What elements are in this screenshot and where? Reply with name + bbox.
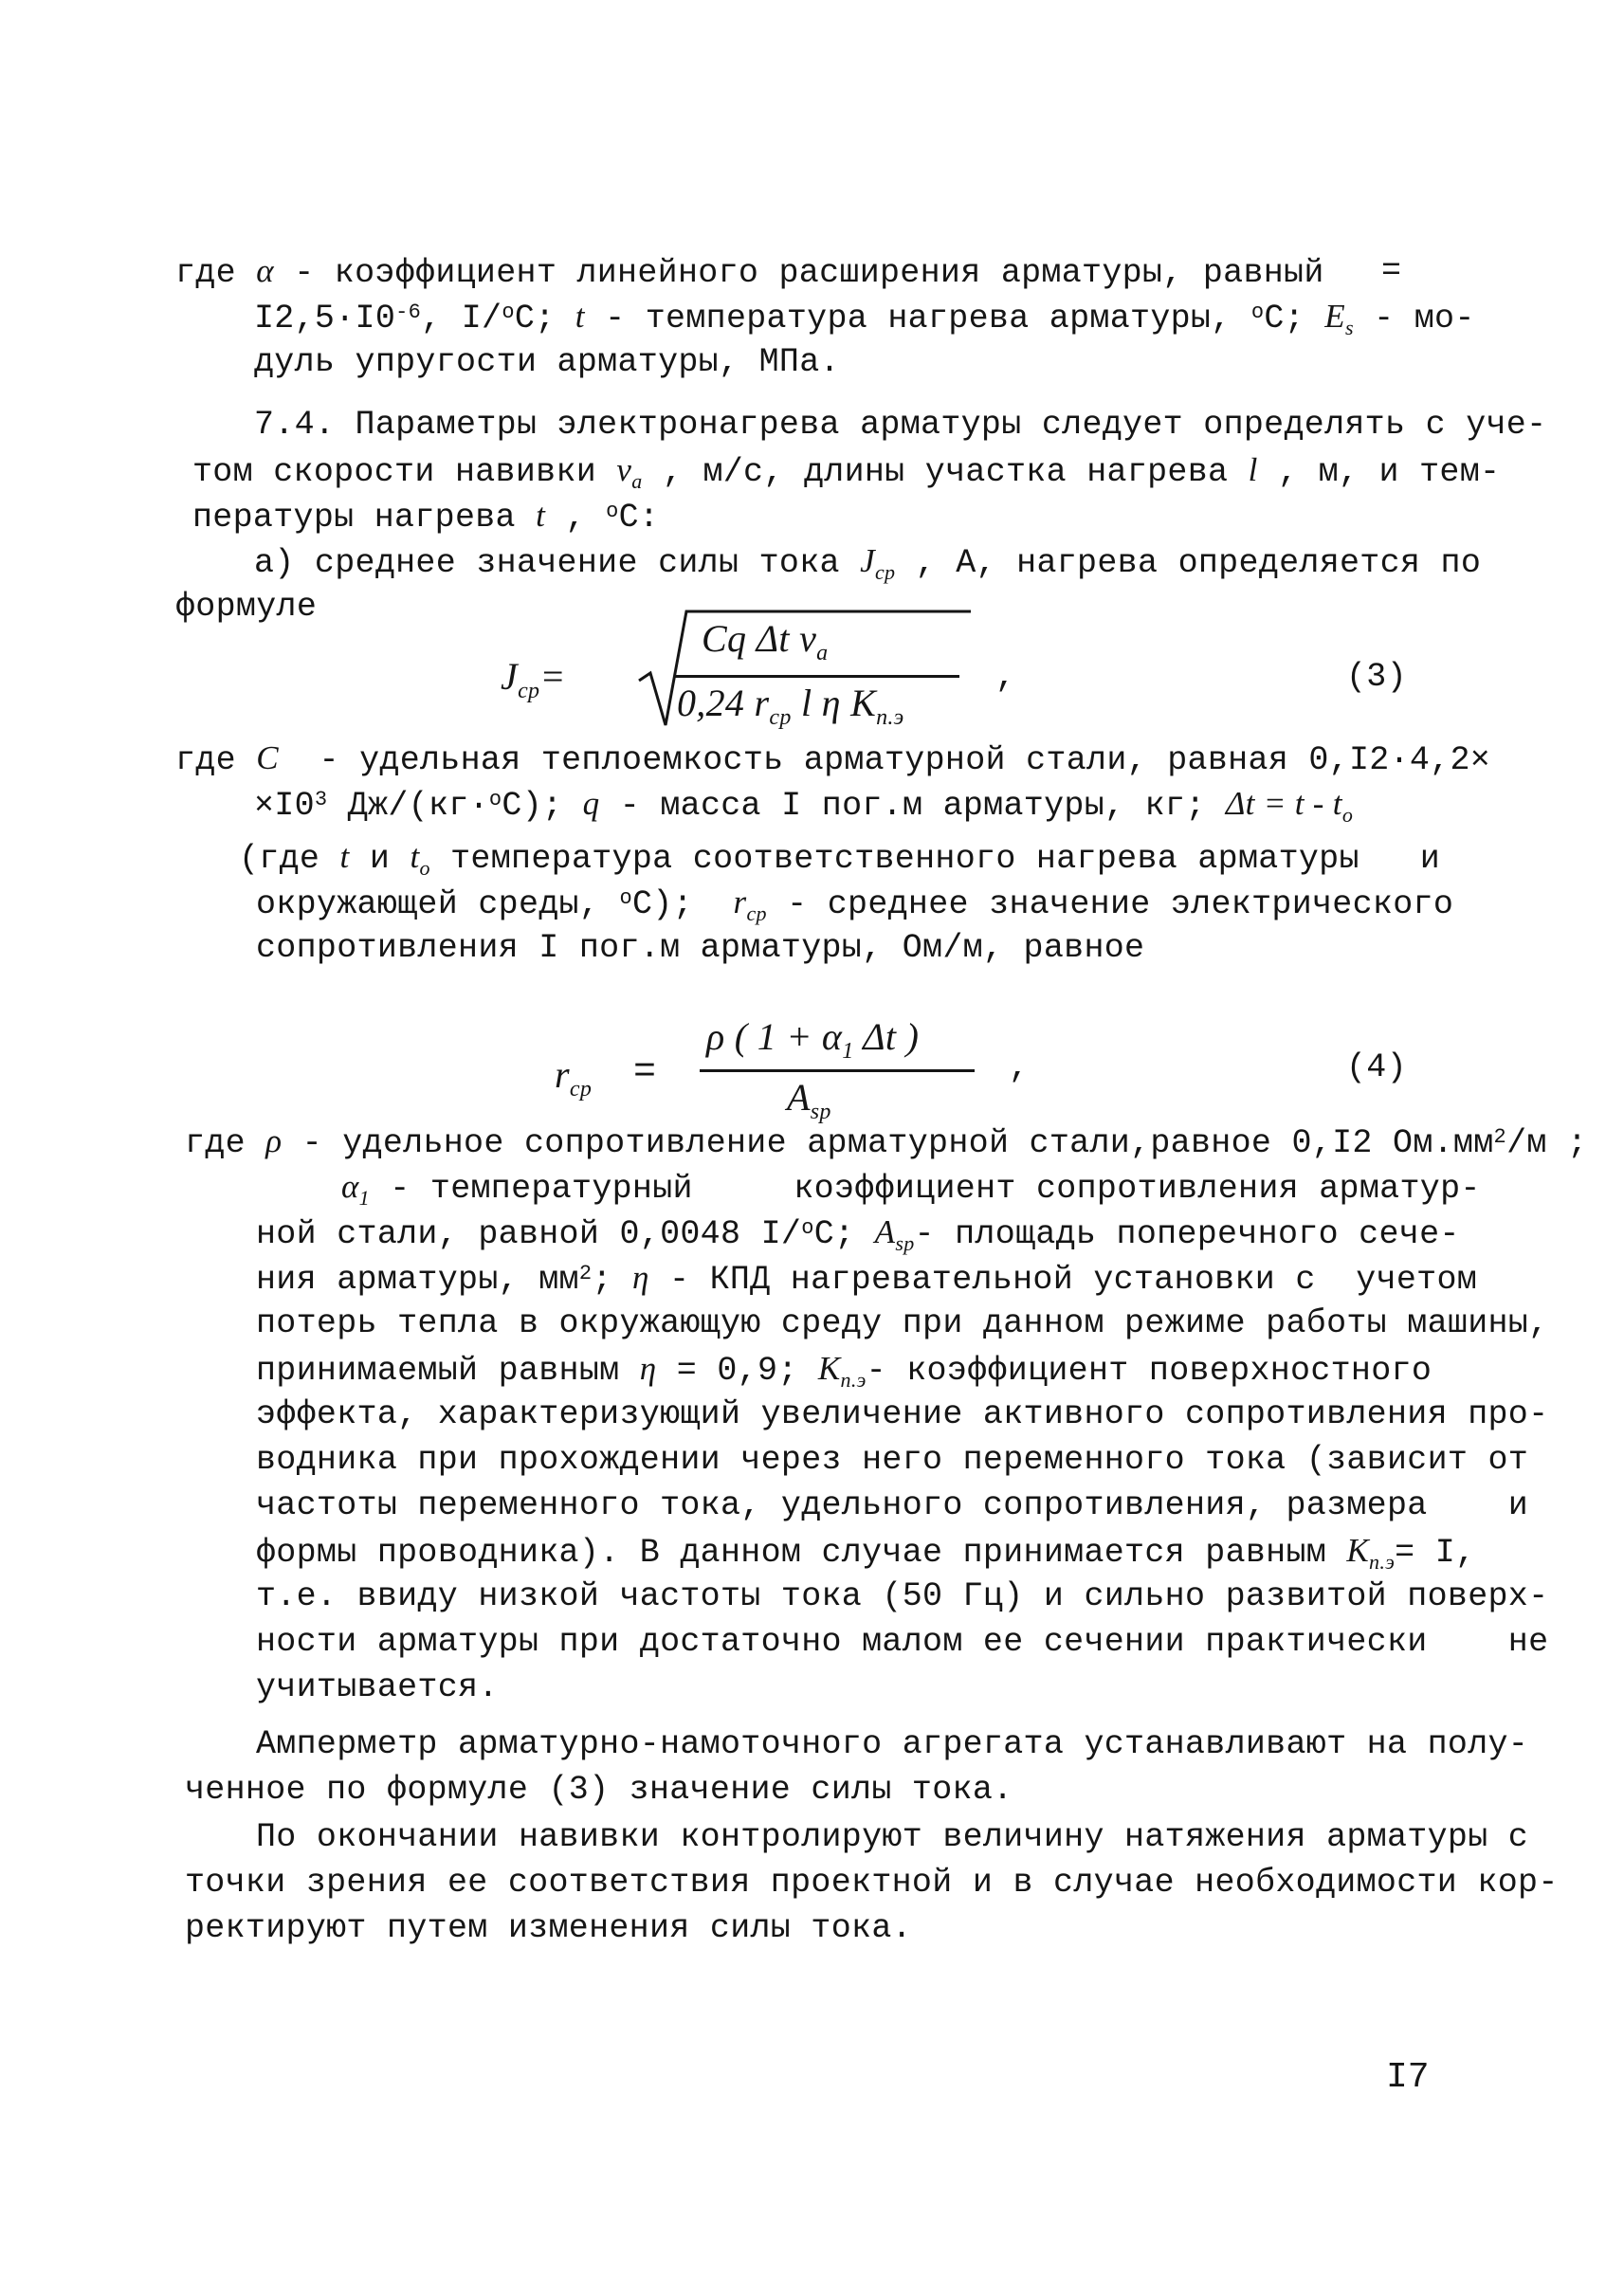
text-line: пературы нагрева t , $^o$C:	[192, 497, 660, 537]
equation-number: (3)	[1346, 658, 1407, 696]
formula-denominator: $A_{sp}$	[787, 1076, 831, 1124]
formula-numerator: ρ ( $1 + \alpha_1$ Δt )	[706, 1015, 920, 1064]
text-line: формуле	[175, 588, 318, 626]
text-line: $\times I0^3$ Дж/(кг·$^o$C); q - масса I пог.м арматуры, кг; $\Delta t = t - t_o$	[254, 785, 1354, 827]
fraction-bar	[675, 675, 959, 678]
text-line: где C - удельная теплоемкость арматурной стали, равная 0,I2·4,2×	[175, 739, 1491, 779]
formula-lhs: $r_{cp}$	[555, 1053, 593, 1102]
text-line: эффекта, характеризующий увеличение активного сопротивления про-	[256, 1395, 1549, 1433]
text-line: частоты переменного тока, удельного сопротивления, размера и	[256, 1486, 1529, 1524]
text-line: окружающей среды, $^o$C); $r_{cp}$ - среднее значение электрического	[256, 883, 1454, 925]
text-line: ной стали, равной 0,0048 I/$^o$C; $A_{sp}-$ площадь поперечного сече-	[256, 1213, 1460, 1255]
text-line: а) среднее значение силы тока $J_{cp}$ , А, нагрева определяется по	[254, 542, 1482, 584]
text-line: формы проводника). В данном случае принимается равным $K_{п.э}= I$,	[256, 1532, 1476, 1574]
page-number: I7	[1386, 2057, 1430, 2098]
formula-comma: ,	[1009, 1048, 1030, 1086]
text-line: где α - коэффициент линейного расширения арматуры, равный =	[175, 252, 1402, 292]
text-line: ченное по формуле (3) значение силы тока.	[185, 1771, 1013, 1809]
text-line: ности арматуры при достаточно малом ее сечении практически не	[256, 1623, 1549, 1661]
formula-denominator: 0,24 $r_{cp}$ l η $K_{п.э}$	[677, 682, 904, 730]
text-line: дуль упругости арматуры, МПа.	[254, 343, 840, 381]
formula-lhs: $J_{cp}=$	[501, 655, 566, 703]
text-line: По окончании навивки контролируют величину натяжения арматуры с	[256, 1818, 1529, 1856]
formula-numerator: Cq Δt $v_a$	[702, 617, 829, 665]
text-line: ректируют путем изменения силы тока.	[185, 1909, 912, 1947]
text-line: учитывается.	[256, 1668, 499, 1706]
text-line: точки зрения ее соответствия проектной и в случае необходимости кор-	[185, 1864, 1559, 1902]
text-line: где ρ - удельное сопротивление арматурной стали,равное 0,I2 $Ом.мм^2/м$ ;	[185, 1122, 1588, 1162]
text-line: ния арматуры, $мм^2$; η - КПД нагревательной установки с учетом	[256, 1259, 1478, 1299]
text-line: принимаемый равным η = 0,9; $K_{п.э}-$ коэффициент поверхностного	[256, 1350, 1432, 1392]
text-line: потерь тепла в окружающую среду при данном режиме работы машины,	[256, 1304, 1549, 1342]
text-line: (где t и $t_o$ температура соответственного нагрева арматуры и	[239, 838, 1440, 880]
fraction-bar	[700, 1069, 975, 1072]
text-line: том скорости навивки $v_a$ , м/с, длины участка нагрева l , м, и тем-	[192, 451, 1501, 493]
formula-comma: ,	[995, 658, 1016, 696]
equation-number: (4)	[1346, 1048, 1407, 1086]
text-line: 7.4. Параметры электронагрева арматуры следует определять с уче-	[254, 406, 1547, 444]
text-line: Амперметр арматурно-намоточного агрегата устанавливают на полу-	[256, 1725, 1529, 1763]
text-line: т.е. ввиду низкой частоты тока (50 Гц) и сильно развитой поверх-	[256, 1577, 1549, 1615]
text-line: водника при прохождении через него переменного тока (зависит от	[256, 1441, 1529, 1479]
text-line: $I2,5\cdot I0^{-6}$, I/$^o$C; t - температура нагрева арматуры, $^o$C; $E_s - мо-$	[254, 298, 1475, 339]
text-line: $\alpha_1$ - температурный коэффициент сопротивления арматур-	[341, 1168, 1481, 1210]
text-line: сопротивления I пог.м арматуры, Ом/м, равное	[256, 929, 1145, 967]
formula-equals: =	[633, 1051, 657, 1094]
